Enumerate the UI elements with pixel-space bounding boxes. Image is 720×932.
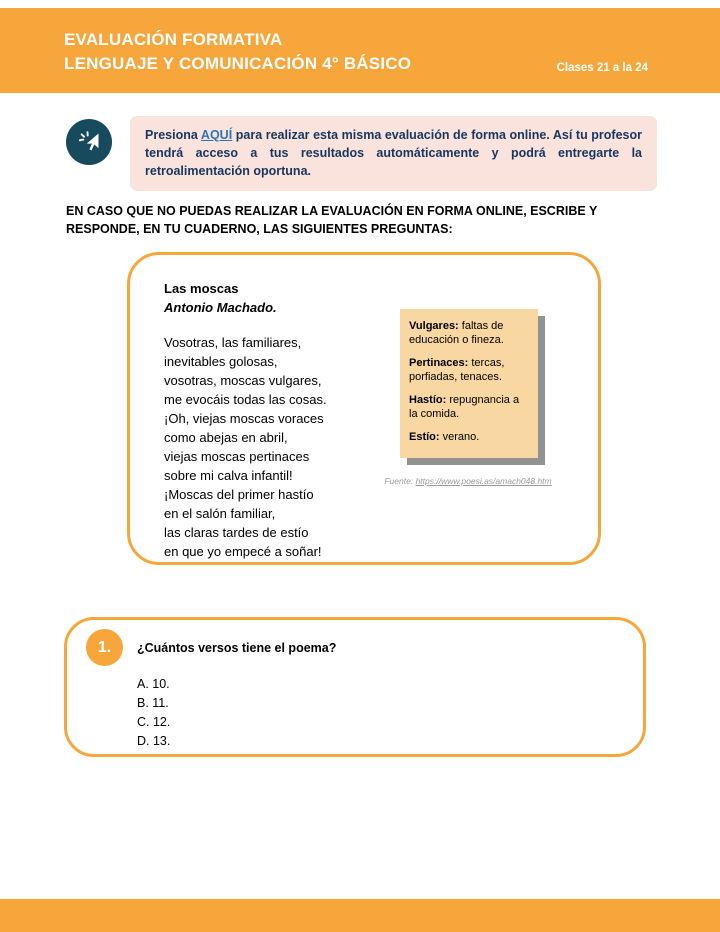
poem-line: me evocáis todas las cosas. [164, 392, 327, 407]
poem-line: inevitables golosas, [164, 354, 278, 369]
option-b: B. 11. [137, 696, 169, 710]
poem-line: en que yo empecé a soñar! [164, 544, 322, 559]
footer-band [0, 899, 720, 932]
vocab-entry [409, 319, 529, 347]
notice-text-after: para realizar esta misma evaluación de forma online. Así tu profesor tendrá acceso a tus resultados automáticamente y podrá entregarte la retroalimentación oportuna. [145, 128, 642, 178]
source-url-link[interactable]: https://www.poesi.as/amach048.htm [415, 476, 552, 486]
poem-line: como abejas en abril, [164, 430, 288, 445]
poem-line: sobre mi calva infantil! [164, 468, 293, 483]
vocab-definition: faltas de educación o fineza. [409, 320, 504, 347]
question-text: ¿Cuántos versos tiene el poema? [137, 641, 337, 655]
header-title-line1: EVALUACIÓN FORMATIVA [64, 30, 283, 49]
header-title-line2: LENGUAJE Y COMUNICACIÓN 4° BÁSICO [64, 54, 412, 73]
poem-line: vosotras, moscas vulgares, [164, 373, 322, 388]
poem-line: en el salón familiar, [164, 506, 276, 521]
question-options [137, 675, 170, 751]
poem-line: Vosotras, las familiares, [164, 335, 302, 350]
option-c: C. 12. [137, 715, 171, 729]
page-title [64, 28, 411, 76]
option-a: A. 10. [137, 677, 170, 691]
header-classes-label: Clases 21 a la 24 [556, 62, 648, 74]
question-number-badge: 1. [86, 629, 123, 666]
vocab-entry [409, 393, 529, 421]
poem-author: Antonio Machado. [164, 300, 277, 315]
online-evaluation-link[interactable]: AQUÍ [200, 128, 233, 142]
vocab-definition: verano. [442, 431, 480, 444]
vocab-entry [409, 356, 529, 384]
vocab-term: Estío: [409, 431, 440, 444]
online-notice-box [130, 116, 657, 191]
cursor-click-icon [66, 119, 112, 165]
poem-line: viejas moscas pertinaces [164, 449, 310, 464]
poem-line: ¡Oh, viejas moscas voraces [164, 411, 324, 426]
poem-title: Las moscas [164, 281, 239, 296]
poem-line: ¡Moscas del primer hastío [164, 487, 314, 502]
vocab-definition: tercas, porfiadas, tenaces. [409, 357, 505, 384]
option-d: D. 13. [137, 734, 171, 748]
vocab-term: Hastío: [409, 394, 447, 407]
vocab-term: Vulgares: [409, 320, 459, 332]
vocab-entry [409, 430, 529, 444]
notice-text-before: Presiona [145, 128, 198, 142]
offline-instruction: EN CASO QUE NO PUEDAS REALIZAR LA EVALUACIÓN EN FORMA ONLINE, ESCRIBE Y RESPONDE, EN TU CUADERNO, LAS SIGUIENTES PREGUNTAS: [66, 204, 598, 237]
vocabulary-box [400, 309, 538, 458]
vocab-term: Pertinaces: [409, 357, 469, 370]
poem-source [370, 476, 566, 486]
vocab-definition: repugnancia a la comida. [409, 394, 520, 421]
poem-line: las claras tardes de estío [164, 525, 309, 540]
source-label: Fuente: [384, 476, 414, 486]
